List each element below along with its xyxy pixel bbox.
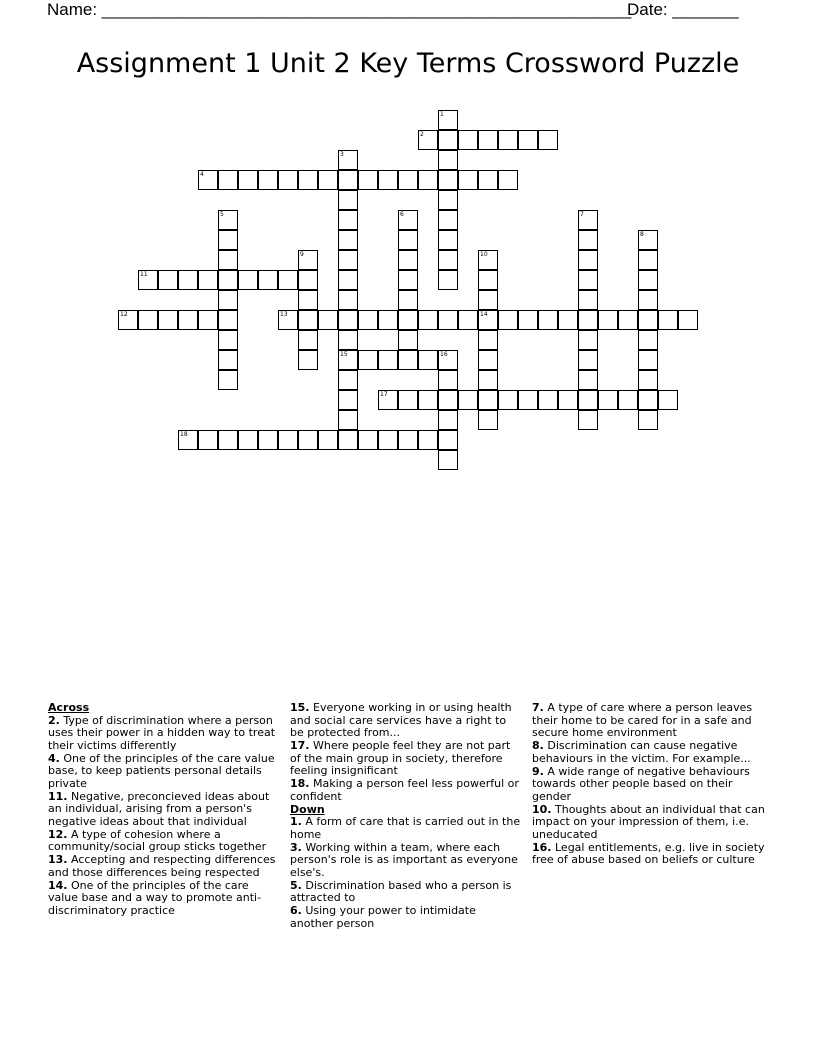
grid-cell (418, 130, 438, 150)
grid-cell (338, 170, 358, 190)
grid-cell (438, 110, 458, 130)
clue-down-5: 5. Discrimination based who a person is attracted to (290, 878, 512, 904)
grid-cell (218, 290, 238, 310)
grid-cell (458, 310, 478, 330)
grid-cell (498, 310, 518, 330)
grid-cell (438, 430, 458, 450)
crossword-grid (0, 0, 816, 480)
grid-cell (198, 310, 218, 330)
grid-cell (418, 170, 438, 190)
grid-cell (478, 290, 498, 310)
grid-cell (338, 190, 358, 210)
grid-cell (638, 370, 658, 390)
grid-cell (478, 330, 498, 350)
down-heading: Down (290, 802, 325, 816)
grid-cell (218, 270, 238, 290)
clue-across-12: 12. A type of cohesion where a community/social group sticks together (48, 827, 267, 853)
grid-cell (658, 390, 678, 410)
grid-cell (298, 250, 318, 270)
grid-cell (478, 310, 498, 330)
grid-cell (338, 370, 358, 390)
clue-across-4: 4. One of the principles of the care value base, to keep patients personal details private (48, 751, 275, 790)
clue-across-13: 13. Accepting and respecting differences and those differences being respected (48, 853, 276, 879)
grid-cell (338, 410, 358, 430)
across-heading: Across (48, 701, 90, 714)
clue-number: 3 (340, 151, 344, 158)
grid-cell (478, 390, 498, 410)
grid-cell (558, 310, 578, 330)
grid-cell (398, 430, 418, 450)
clue-across-18: 18. Making a person feel less powerful or confident (290, 777, 519, 803)
clues-column-1 (48, 702, 280, 918)
grid-cell (598, 310, 618, 330)
grid-cell (638, 290, 658, 310)
grid-cell (418, 430, 438, 450)
grid-cell (298, 310, 318, 330)
clues-column-2 (290, 702, 522, 931)
grid-cell (438, 170, 458, 190)
grid-cell (438, 450, 458, 470)
grid-cell (578, 230, 598, 250)
grid-cell (458, 130, 478, 150)
clue-number: 12 (120, 311, 128, 318)
grid-cell (278, 270, 298, 290)
grid-cell (458, 390, 478, 410)
grid-cell (638, 410, 658, 430)
grid-cell (478, 370, 498, 390)
grid-cell (518, 130, 538, 150)
clue-across-14: 14. One of the principles of the care value base and a way to promote anti-discriminatory practice (48, 878, 262, 917)
grid-cell (578, 390, 598, 410)
grid-cell (438, 230, 458, 250)
grid-cell (218, 310, 238, 330)
grid-cell (578, 410, 598, 430)
page-title: Assignment 1 Unit 2 Key Terms Crossword Puzzle (76, 48, 740, 79)
grid-cell (518, 390, 538, 410)
grid-cell (638, 250, 658, 270)
grid-cell (238, 170, 258, 190)
grid-cell (478, 170, 498, 190)
grid-cell (138, 270, 158, 290)
clue-number: 9 (300, 251, 304, 258)
clue-down-7: 7. A type of care where a person leaves their home to be cared for in a safe and secure home environment (532, 701, 753, 739)
grid-cell (298, 430, 318, 450)
grid-cell (198, 430, 218, 450)
grid-cell (578, 250, 598, 270)
grid-cell (238, 430, 258, 450)
grid-cell (218, 350, 238, 370)
grid-cell (398, 210, 418, 230)
clue-number: 17 (380, 391, 388, 398)
grid-cell (338, 330, 358, 350)
grid-cell (358, 170, 378, 190)
grid-cell (218, 210, 238, 230)
grid-cell (218, 170, 238, 190)
clue-number: 18 (180, 431, 188, 438)
clue-number: 4 (200, 171, 204, 178)
clue-across-11: 11. Negative, preconcieved ideas about an individual, arising from a person's negative ideas about that individual (48, 789, 270, 828)
grid-cell (438, 350, 458, 370)
grid-cell (478, 250, 498, 270)
grid-cell (358, 430, 378, 450)
grid-cell (678, 310, 698, 330)
grid-cell (398, 310, 418, 330)
grid-cell (338, 350, 358, 370)
grid-cell (438, 370, 458, 390)
grid-cell (518, 310, 538, 330)
grid-cell (338, 210, 358, 230)
grid-cell (338, 230, 358, 250)
grid-cell (478, 270, 498, 290)
clue-down-9: 9. A wide range of negative behaviours towards other people based on their gender (532, 764, 750, 803)
grid-cell (258, 270, 278, 290)
date-field-label: Date: _______ (627, 0, 739, 19)
grid-cell (318, 170, 338, 190)
clue-number: 11 (140, 271, 148, 278)
grid-cell (338, 150, 358, 170)
grid-cell (578, 270, 598, 290)
grid-cell (338, 290, 358, 310)
grid-cell (278, 170, 298, 190)
grid-cell (358, 350, 378, 370)
grid-cell (558, 390, 578, 410)
grid-cell (338, 310, 358, 330)
clue-number: 5 (220, 211, 224, 218)
clue-number: 15 (340, 351, 348, 358)
grid-cell (578, 310, 598, 330)
grid-cell (638, 310, 658, 330)
clue-number: 2 (420, 131, 424, 138)
grid-cell (658, 310, 678, 330)
grid-cell (618, 390, 638, 410)
grid-cell (538, 130, 558, 150)
grid-cell (478, 350, 498, 370)
grid-cell (378, 310, 398, 330)
grid-cell (418, 390, 438, 410)
grid-cell (218, 330, 238, 350)
grid-cell (298, 290, 318, 310)
clue-across-2: 2. Type of discrimination where a person uses their power in a hidden way to treat their victims differently (48, 713, 276, 752)
grid-cell (598, 390, 618, 410)
clues-column-3 (532, 702, 768, 867)
grid-cell (498, 170, 518, 190)
grid-cell (398, 170, 418, 190)
grid-cell (238, 270, 258, 290)
clue-number: 13 (280, 311, 288, 318)
grid-cell (438, 150, 458, 170)
grid-cell (478, 130, 498, 150)
grid-cell (378, 430, 398, 450)
clue-number: 14 (480, 311, 488, 318)
clue-down-16: 16. Legal entitlements, e.g. live in society free of abuse based on beliefs or culture (532, 840, 765, 866)
grid-cell (438, 410, 458, 430)
clue-down-8: 8. Discrimination can cause negative behaviours in the victim. For example... (532, 739, 751, 765)
grid-cell (578, 210, 598, 230)
grid-cell (458, 170, 478, 190)
clue-number: 1 (440, 111, 444, 118)
grid-cell (158, 310, 178, 330)
grid-cell (218, 230, 238, 250)
grid-cell (638, 270, 658, 290)
grid-cell (498, 390, 518, 410)
grid-cell (298, 170, 318, 190)
grid-cell (398, 290, 418, 310)
grid-cell (398, 330, 418, 350)
grid-cell (338, 430, 358, 450)
grid-cell (638, 330, 658, 350)
grid-cell (578, 290, 598, 310)
grid-cell (418, 350, 438, 370)
grid-cell (438, 270, 458, 290)
grid-cell (178, 310, 198, 330)
grid-cell (638, 350, 658, 370)
name-field-label: Name: ________________________________________________________ (47, 0, 632, 19)
grid-cell (278, 310, 298, 330)
grid-cell (478, 410, 498, 430)
grid-cell (158, 270, 178, 290)
grid-cell (318, 310, 338, 330)
grid-cell (538, 390, 558, 410)
grid-cell (578, 370, 598, 390)
clue-down-10: 10. Thoughts about an individual that can impact on your impression of them, i.e. uneducated (532, 802, 765, 841)
grid-cell (438, 210, 458, 230)
grid-cell (398, 270, 418, 290)
grid-cell (578, 330, 598, 350)
grid-cell (338, 270, 358, 290)
grid-cell (298, 270, 318, 290)
grid-cell (298, 350, 318, 370)
clue-number: 6 (400, 211, 404, 218)
clue-number: 16 (440, 351, 448, 358)
grid-cell (638, 230, 658, 250)
grid-cell (318, 430, 338, 450)
grid-cell (218, 370, 238, 390)
clue-down-3: 3. Working within a team, where each person's role is as important as everyone else's. (290, 840, 518, 879)
grid-cell (378, 350, 398, 370)
grid-cell (358, 310, 378, 330)
grid-cell (118, 310, 138, 330)
grid-cell (378, 170, 398, 190)
clue-down-1: 1. A form of care that is carried out in the home (290, 815, 521, 841)
grid-cell (298, 330, 318, 350)
grid-cell (438, 310, 458, 330)
grid-cell (398, 350, 418, 370)
grid-cell (378, 390, 398, 410)
grid-cell (278, 430, 298, 450)
grid-cell (498, 130, 518, 150)
grid-cell (338, 250, 358, 270)
grid-cell (178, 270, 198, 290)
grid-cell (338, 390, 358, 410)
clue-down-6: 6. Using your power to intimidate another person (290, 904, 476, 930)
grid-cell (538, 310, 558, 330)
clue-number: 7 (580, 211, 584, 218)
grid-cell (218, 430, 238, 450)
grid-cell (438, 130, 458, 150)
grid-cell (418, 310, 438, 330)
grid-cell (618, 310, 638, 330)
grid-cell (398, 250, 418, 270)
grid-cell (438, 250, 458, 270)
grid-cell (438, 390, 458, 410)
clue-number: 10 (480, 251, 488, 258)
grid-cell (398, 230, 418, 250)
grid-cell (438, 190, 458, 210)
grid-cell (198, 170, 218, 190)
clue-across-17: 17. Where people feel they are not part of the main group in society, therefore feeling insignificant (290, 739, 511, 777)
grid-cell (198, 270, 218, 290)
grid-cell (578, 350, 598, 370)
clue-across-15: 15. Everyone working in or using health and social care services have a right to be protected from... (290, 701, 512, 739)
grid-cell (218, 250, 238, 270)
grid-cell (138, 310, 158, 330)
clue-number: 8 (640, 231, 644, 238)
grid-cell (258, 170, 278, 190)
grid-cell (258, 430, 278, 450)
grid-cell (638, 390, 658, 410)
grid-cell (178, 430, 198, 450)
grid-cell (398, 390, 418, 410)
